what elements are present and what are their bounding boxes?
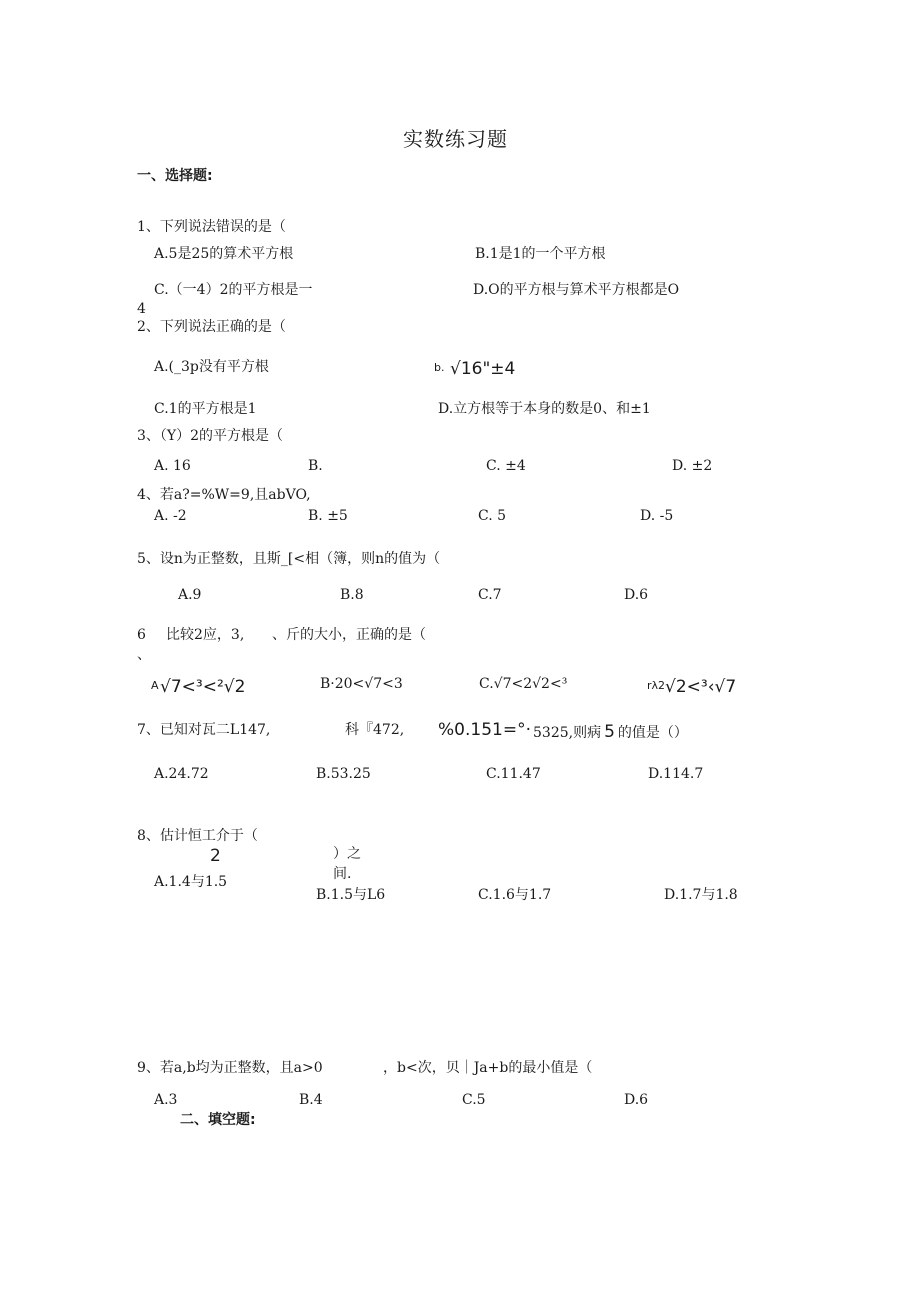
q1-option-c: C.（一4）2的平方根是一 bbox=[154, 282, 313, 298]
q9-option-a: A.3 bbox=[154, 1092, 178, 1108]
page-title: 实数练习题 bbox=[403, 127, 508, 151]
q2-option-a: A.(_3p没有平方根 bbox=[154, 359, 269, 375]
q6-mark: 、 bbox=[137, 647, 151, 663]
q8-option-a: A.1.4与1.5 bbox=[154, 874, 228, 890]
q4-option-c: C. 5 bbox=[478, 508, 507, 524]
q9-stem-tail: ，b<次，贝｜Ja+b的最小值是（ bbox=[383, 1060, 593, 1076]
q5-option-a: A.9 bbox=[178, 587, 202, 603]
q3-stem: 3、（Y）2的平方根是（ bbox=[137, 428, 284, 444]
q2-option-d: D.立方根等于本身的数是0、和±1 bbox=[438, 401, 651, 417]
q5-stem: 5、设n为正整数，且斯_[<相（簿，则n的值为（ bbox=[137, 551, 441, 567]
q9-option-c: C.5 bbox=[462, 1092, 486, 1108]
q9-stem: 9、若a,b均为正整数，且a>0 bbox=[137, 1060, 323, 1076]
section-heading-choice: 一、选择题: bbox=[137, 168, 213, 184]
q9-option-d: D.6 bbox=[624, 1092, 649, 1108]
q7-option-a: A.24.72 bbox=[154, 766, 209, 782]
q1-stem: 1、下列说法错误的是（ bbox=[137, 219, 286, 235]
q8-paren: ）之 bbox=[333, 846, 361, 862]
q4-option-b: B. ±5 bbox=[308, 508, 348, 524]
q7-option-d: D.114.7 bbox=[648, 766, 704, 782]
q7-stem-tail: 5325,则病 5 的值是（） bbox=[533, 722, 688, 742]
q6-option-d-formula: √2<³‹√7 bbox=[665, 677, 737, 697]
q2-option-b-label: b. bbox=[434, 361, 445, 374]
q3-option-b: B. bbox=[308, 458, 323, 474]
q7-stem: 7、已知对瓦二L147, bbox=[137, 722, 271, 738]
q6-option-b: B·20<√7<3 bbox=[320, 676, 403, 692]
section-heading-fill: 二、填空题: bbox=[180, 1112, 256, 1128]
q6-stem-cont: 、斤的大小，正确的是（ bbox=[272, 627, 426, 643]
q8-number: 2 bbox=[210, 846, 221, 866]
q6-option-d-label: rλ2 bbox=[647, 679, 666, 692]
q1-option-c-cont: 4 bbox=[137, 301, 146, 317]
q6-option-c: C.√7<2√2<³ bbox=[479, 676, 568, 692]
q5-option-c: C.7 bbox=[478, 587, 502, 603]
q8-option-b: B.1.5与L6 bbox=[316, 887, 386, 903]
q8-option-d: D.1.7与1.8 bbox=[664, 887, 738, 903]
q7-option-c: C.11.47 bbox=[486, 766, 541, 782]
q5-option-b: B.8 bbox=[340, 587, 364, 603]
q8-stem: 8、估计恒工介于（ bbox=[137, 828, 258, 844]
q2-option-c: C.1的平方根是1 bbox=[154, 401, 257, 417]
q1-option-b: B.1是1的一个平方根 bbox=[475, 246, 606, 262]
q7-option-b: B.53.25 bbox=[316, 766, 371, 782]
q7-formula: %0.151=°· bbox=[438, 720, 531, 740]
q6-option-a-label: A bbox=[151, 679, 159, 692]
q3-option-a: A. 16 bbox=[154, 458, 191, 474]
q6-number: 6 bbox=[137, 627, 146, 643]
q1-option-a: A.5是25的算术平方根 bbox=[154, 246, 294, 262]
q8-between: 间. bbox=[333, 866, 352, 882]
q1-option-d: D.O的平方根与算术平方根都是O bbox=[473, 282, 680, 298]
q4-stem: 4、若a?=%W=9,且abVO, bbox=[137, 487, 311, 503]
q2-stem: 2、下列说法正确的是（ bbox=[137, 319, 286, 335]
q7-stem-mid: 科『472, bbox=[345, 722, 405, 738]
q3-option-d: D. ±2 bbox=[672, 458, 713, 474]
q4-option-a: A. -2 bbox=[154, 508, 187, 524]
q5-option-d: D.6 bbox=[624, 587, 649, 603]
q6-option-a-formula: √7<³<²√2 bbox=[160, 677, 246, 697]
q9-option-b: B.4 bbox=[299, 1092, 323, 1108]
q4-option-d: D. -5 bbox=[640, 508, 674, 524]
q2-option-b-formula: √16"±4 bbox=[450, 359, 516, 379]
q3-option-c: C. ±4 bbox=[486, 458, 526, 474]
q6-stem: 比较2应，3, bbox=[166, 627, 245, 643]
q8-option-c: C.1.6与1.7 bbox=[478, 887, 552, 903]
